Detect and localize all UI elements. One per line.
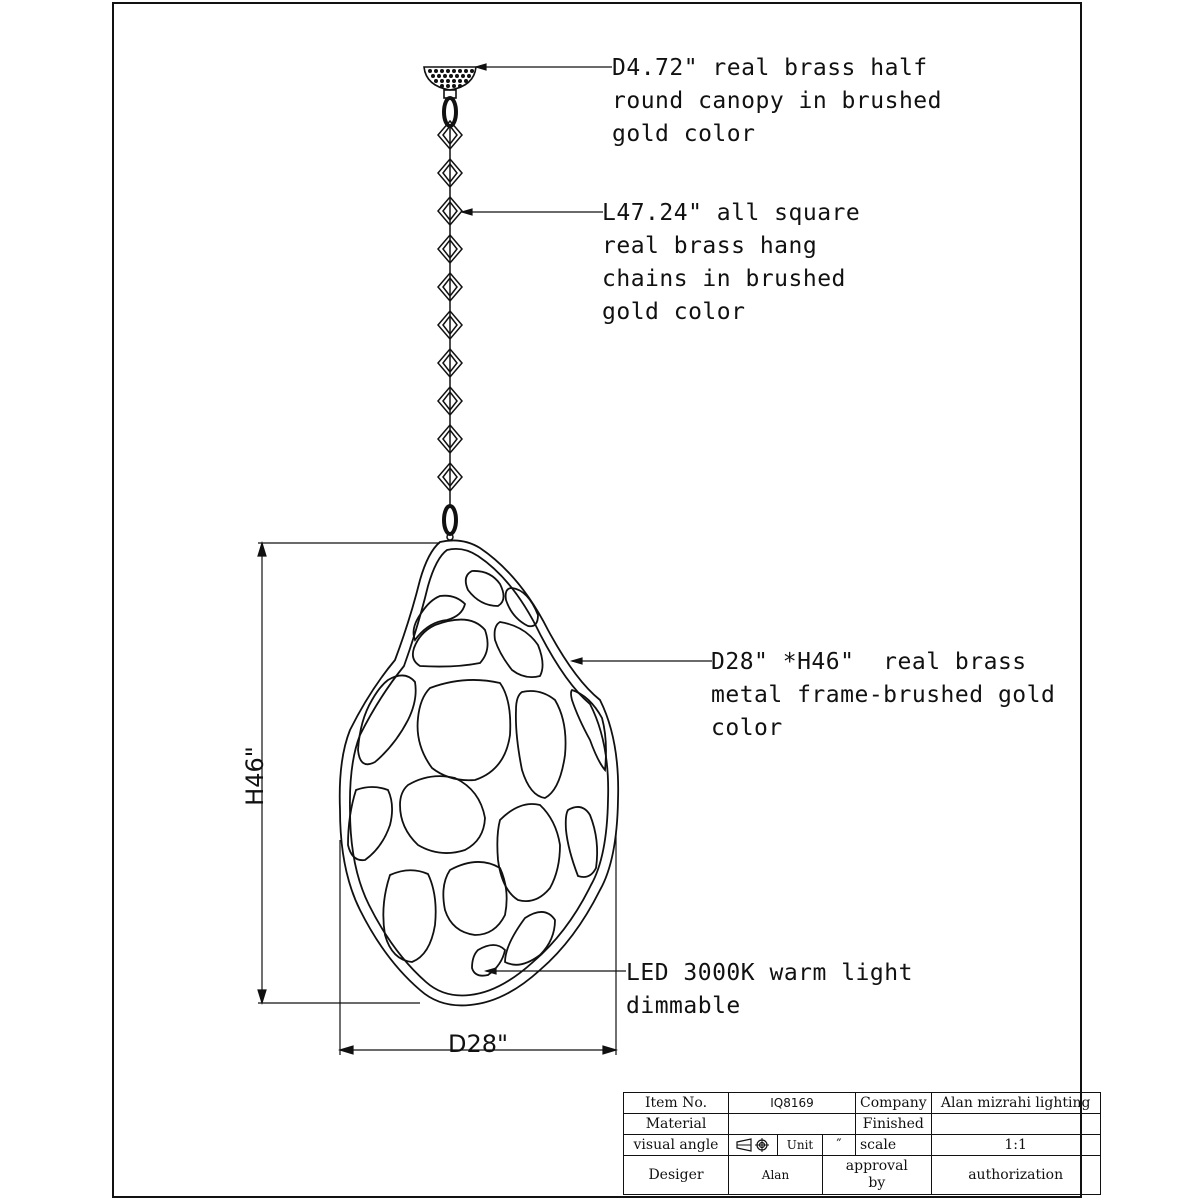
chain [438,121,462,540]
visual-angle-label: visual angle [624,1135,729,1156]
unit-label: Unit [778,1135,823,1156]
height-dimension-label: H46" [241,746,269,806]
designer-label: Desiger [624,1156,729,1195]
dimension-lines [258,543,616,1055]
scale-value: 1:1 [931,1135,1100,1156]
canopy-callout: D4.72" real brass half round canopy in brushed gold color [612,55,942,147]
frame-callout: D28" *H46" real brass metal frame-brushed gold color [711,649,1056,741]
led-callout: LED 3000K warm light dimmable [626,960,913,1019]
company-value: Alan mizrahi lighting [931,1093,1100,1114]
approval-label: approval by [823,1156,932,1195]
item-no-label: Item No. [624,1093,729,1114]
diameter-dimension-label: D28" [448,1030,509,1058]
visual-angle-symbol [729,1135,778,1156]
company-label: Company [856,1093,932,1114]
material-value [729,1114,856,1135]
pendant-frame [340,540,618,1005]
finished-label: Finished [856,1114,932,1135]
item-no-value: IQ8169 [729,1093,856,1114]
material-label: Material [624,1114,729,1135]
unit-value: ″ [823,1135,856,1156]
scale-label: scale [856,1135,932,1156]
designer-value: Alan [729,1156,823,1195]
canopy [424,67,476,126]
projection-icon [735,1138,771,1152]
chain-callout: L47.24" all square real brass hang chains in brushed gold color [602,200,861,325]
authorization-label: authorization [931,1156,1100,1195]
title-block [623,1092,1101,1195]
finished-value [931,1114,1100,1135]
